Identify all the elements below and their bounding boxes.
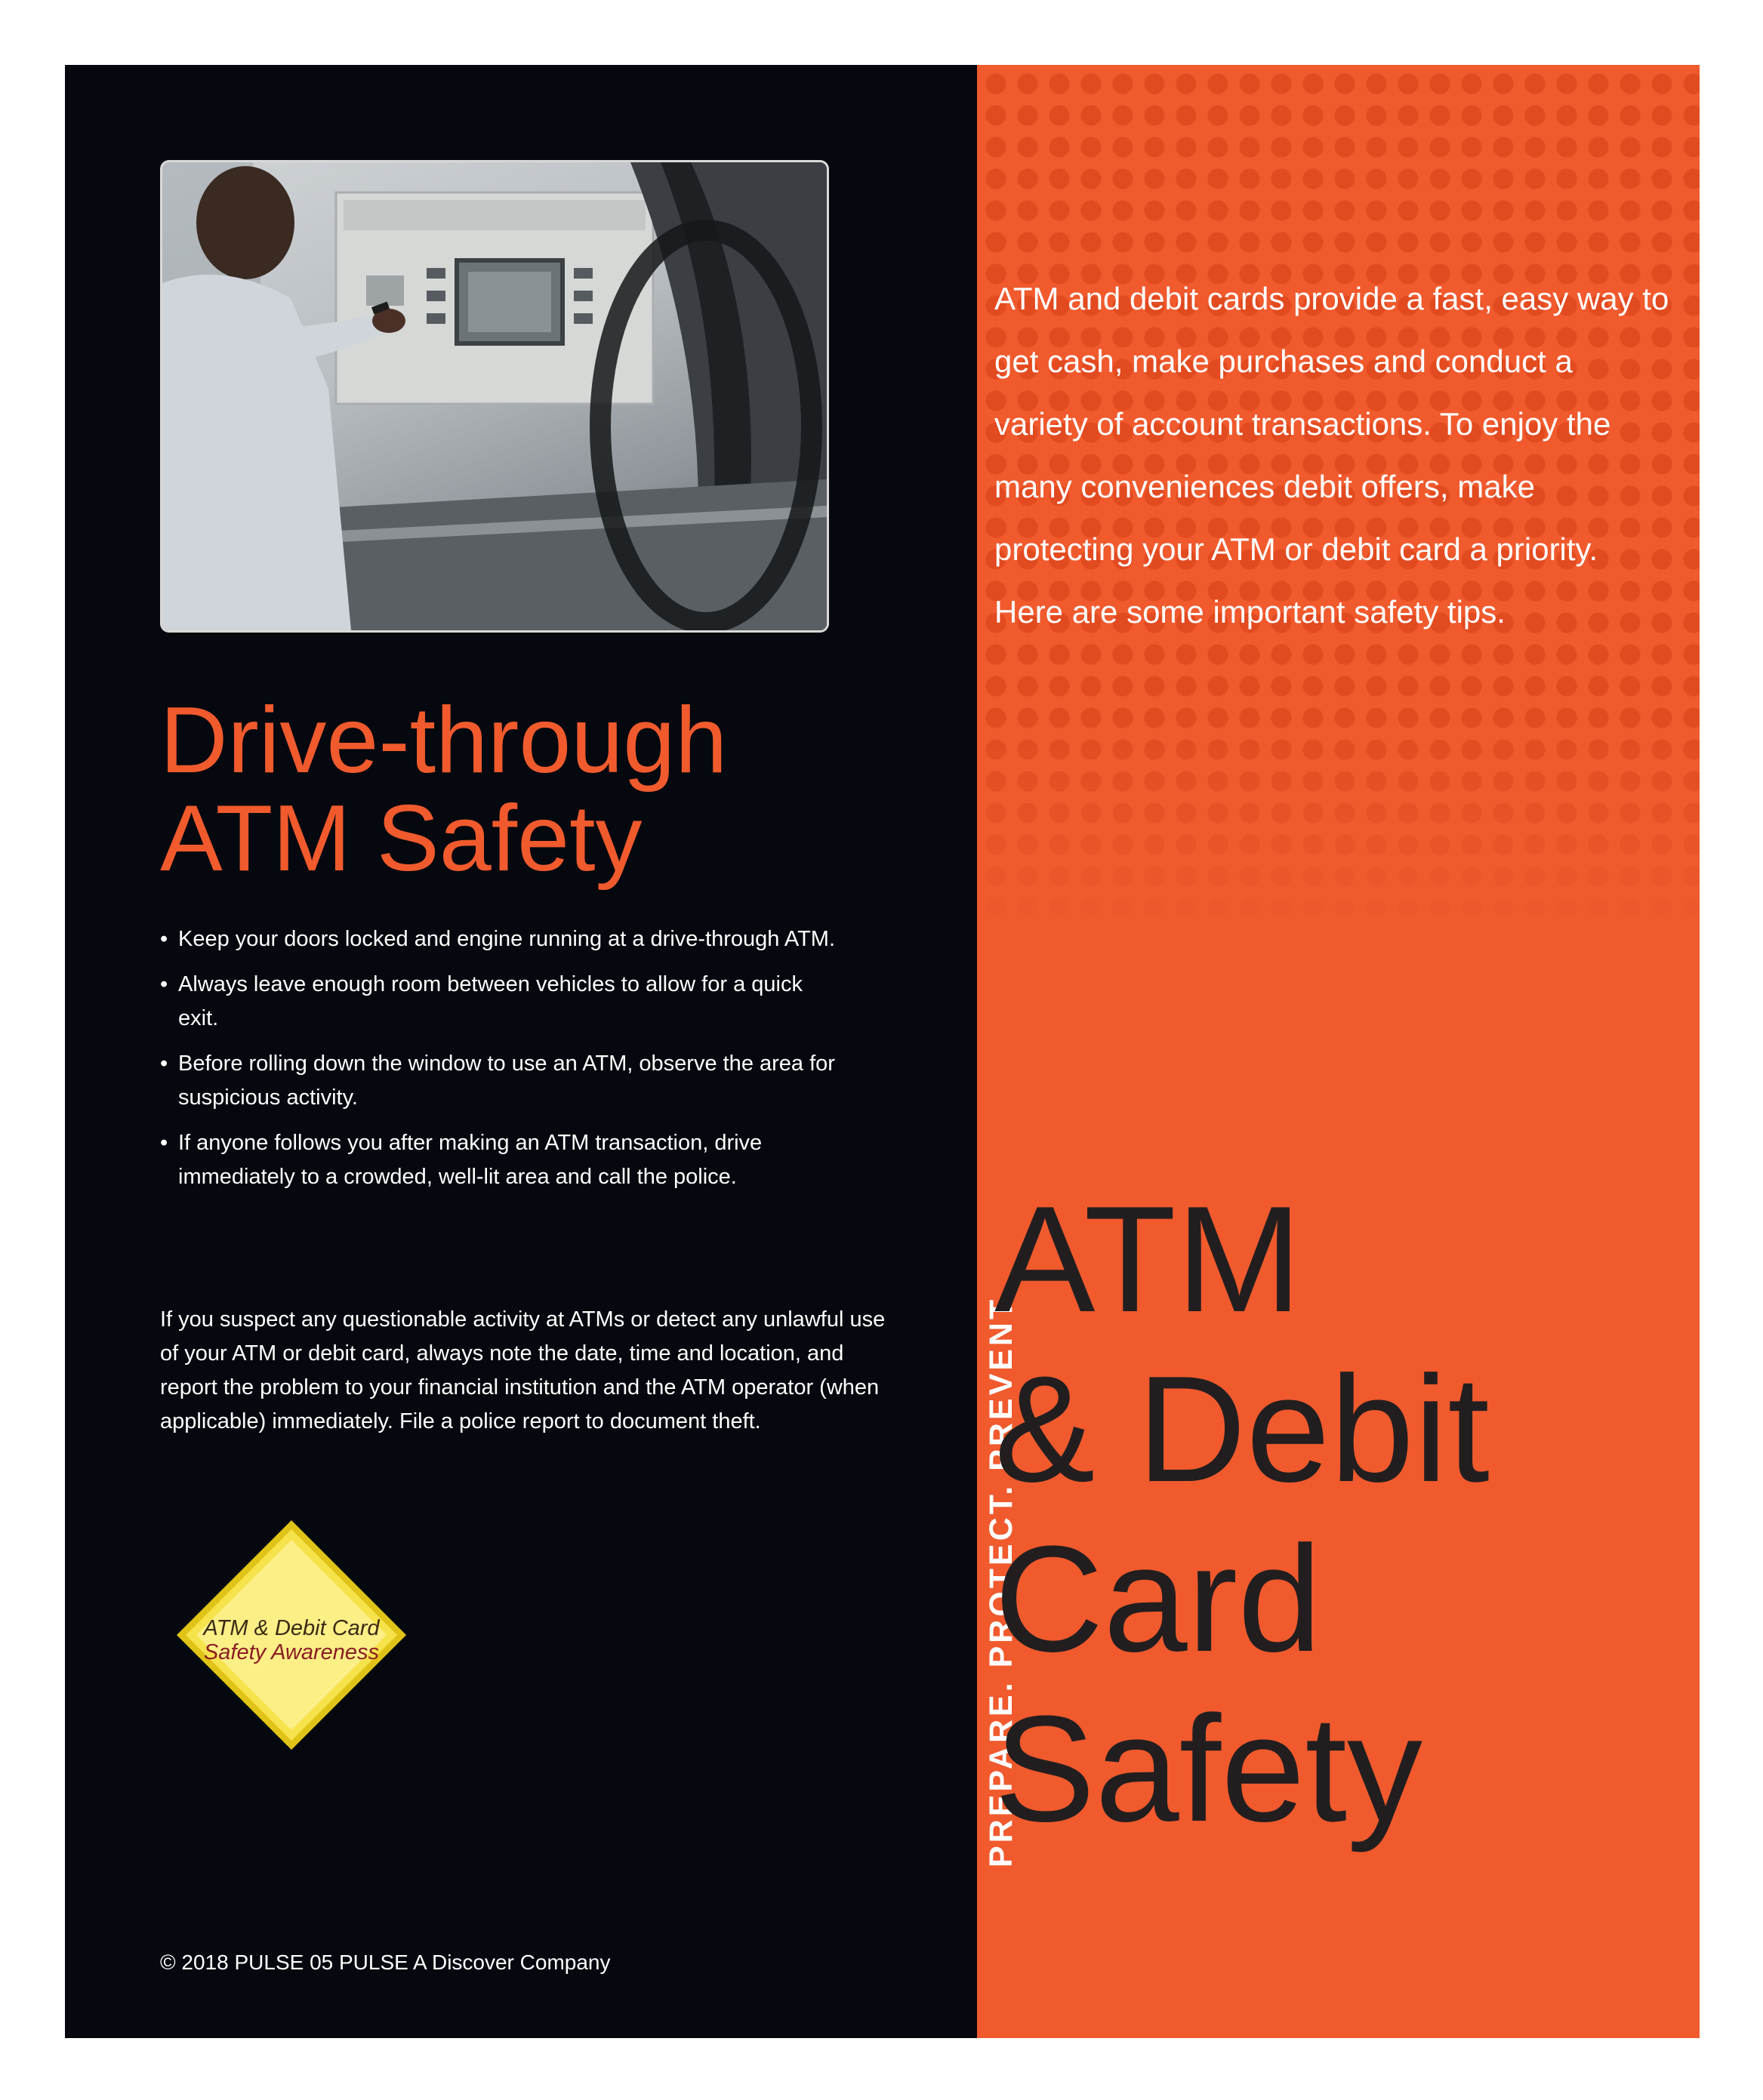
list-item (160, 922, 840, 956)
left-panel (65, 65, 977, 2038)
diamond-badge-icon (171, 1514, 412, 1756)
safety-tips-list (160, 922, 840, 1205)
badge-line-1: ATM & Debit Card (203, 1616, 380, 1640)
list-item (160, 1126, 840, 1194)
bullet-icon: • (160, 927, 168, 951)
headline-line-1: Drive-through (160, 688, 728, 793)
tip-text: Before rolling down the window to use an ATM, observe the area for suspicious activity. (178, 1052, 835, 1110)
list-item (160, 968, 840, 1036)
badge-line-2: Safety Awareness (203, 1640, 380, 1664)
tip-text: Always leave enough room between vehicles to allow for a quick exit. (178, 972, 803, 1030)
drive-through-atm-photo (160, 160, 829, 633)
title-line-1: ATM (994, 1175, 1302, 1344)
bullet-icon: • (160, 1131, 168, 1155)
reporting-notice: If you suspect any questionable activity at ATMs or detect any unlawful use of your ATM or debit card, always note the date, time and location, and report the problem to your financial institution and the ATM operator (when applicable) immediately. File a police report to document theft. (160, 1307, 886, 1433)
title-line-2: & Debit (994, 1345, 1490, 1513)
tip-text: Keep your doors locked and engine running at a drive-through ATM. (178, 927, 835, 951)
headline-line-2: ATM Safety (160, 787, 643, 891)
pattern-fade (977, 707, 1700, 933)
tip-text: If anyone follows you after making an ATM transaction, drive immediately to a crowded, well-lit area and call the police. (178, 1131, 763, 1189)
title-line-4: Safety (994, 1685, 1422, 1853)
intro-paragraph: ATM and debit cards provide a fast, easy way to get cash, make purchases and conduct a variety of account transactions. To enjoy the many conveniences debit offers, make protecting your ATM or debit card a priority. Here are some important safety tips. (994, 281, 1669, 630)
copyright-text: © 2018 PULSE 05 PULSE A Discover Company (160, 1951, 611, 1974)
page-headline (160, 688, 915, 891)
safety-awareness-badge (171, 1514, 412, 1756)
bullet-icon: • (160, 972, 168, 996)
bullet-icon: • (160, 1052, 168, 1076)
brochure-page (65, 65, 1700, 2038)
main-title (994, 1175, 1674, 1854)
title-line-3: Card (994, 1515, 1322, 1683)
atm-photo-illustration (162, 162, 827, 630)
tagline-vertical: PREPARE. PROTECT. PREVENT. (983, 1288, 1019, 1868)
list-item (160, 1047, 840, 1115)
